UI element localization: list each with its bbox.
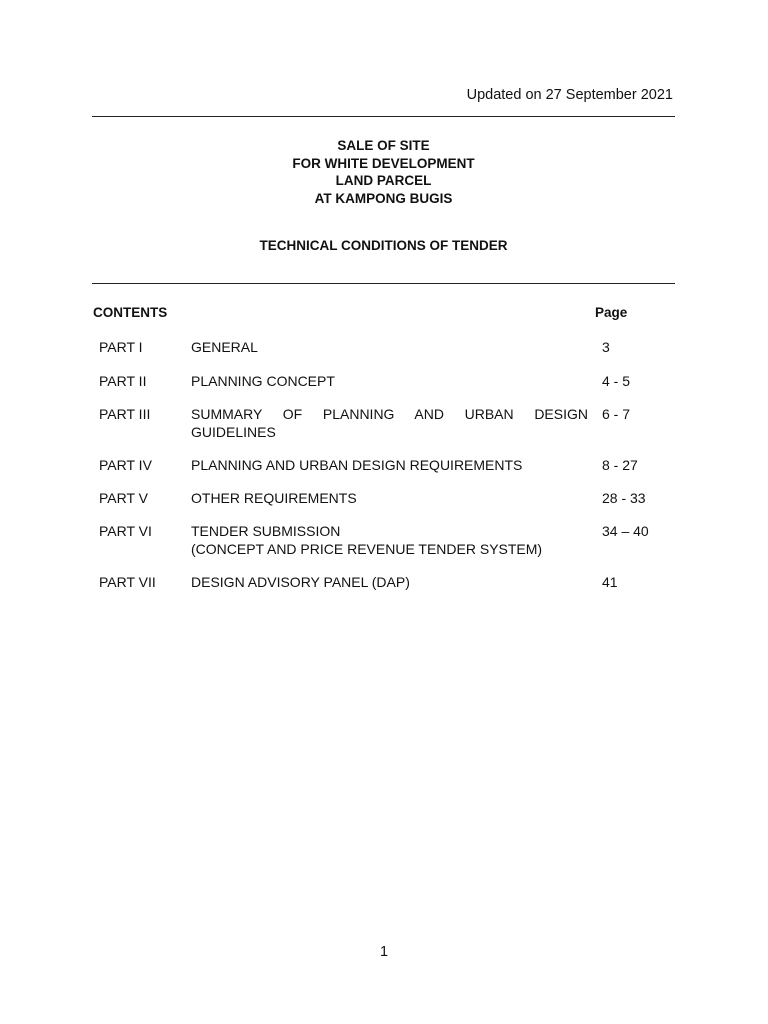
toc-title-line-2: GUIDELINES [191, 423, 276, 440]
toc-part-label: PART IV [99, 457, 152, 473]
document-subtitle: TECHNICAL CONDITIONS OF TENDER [259, 238, 508, 253]
title-line-4: AT KAMPONG BUGIS [314, 191, 453, 207]
toc-part-label: PART III [99, 406, 151, 422]
updated-date: Updated on 27 September 2021 [466, 87, 673, 103]
toc-part-label: PART V [99, 490, 149, 506]
toc-title [191, 523, 588, 558]
toc-title-line-1: SUMMARY OF PLANNING AND URBAN DESIGN [191, 406, 588, 422]
toc-part-label: PART I [99, 339, 143, 355]
contents-heading: CONTENTS [93, 305, 168, 320]
toc-page-range: 3 [602, 339, 610, 355]
toc-page-range: 28 - 33 [602, 490, 646, 506]
toc-page-range: 8 - 27 [602, 457, 638, 473]
title-line-2: FOR WHITE DEVELOPMENT [292, 155, 475, 171]
toc-part-label: PART VII [99, 574, 156, 590]
page-column-heading: Page [595, 305, 628, 320]
title-line-3: LAND PARCEL [335, 173, 432, 189]
toc-page-range: 41 [602, 574, 618, 590]
toc-title [191, 406, 588, 441]
toc-title-line-1: TENDER SUBMISSION [191, 523, 341, 539]
toc-title: DESIGN ADVISORY PANEL (DAP) [191, 574, 410, 590]
toc-part-label: PART II [99, 373, 147, 389]
page-number: 1 [379, 944, 389, 960]
top-divider [92, 116, 675, 117]
toc-part-label: PART VI [99, 523, 152, 539]
toc-title: PLANNING AND URBAN DESIGN REQUIREMENTS [191, 457, 523, 473]
toc-title: GENERAL [191, 339, 258, 355]
document-title [92, 137, 675, 208]
toc-title: OTHER REQUIREMENTS [191, 490, 357, 506]
middle-divider [92, 283, 675, 284]
toc-title-line-2: (CONCEPT AND PRICE REVENUE TENDER SYSTEM) [191, 540, 543, 557]
toc-page-range: 4 - 5 [602, 373, 631, 389]
toc-page-range: 34 – 40 [602, 523, 649, 539]
toc-title: PLANNING CONCEPT [191, 373, 335, 389]
toc-page-range: 6 - 7 [602, 406, 631, 422]
title-line-1: SALE OF SITE [337, 138, 430, 153]
